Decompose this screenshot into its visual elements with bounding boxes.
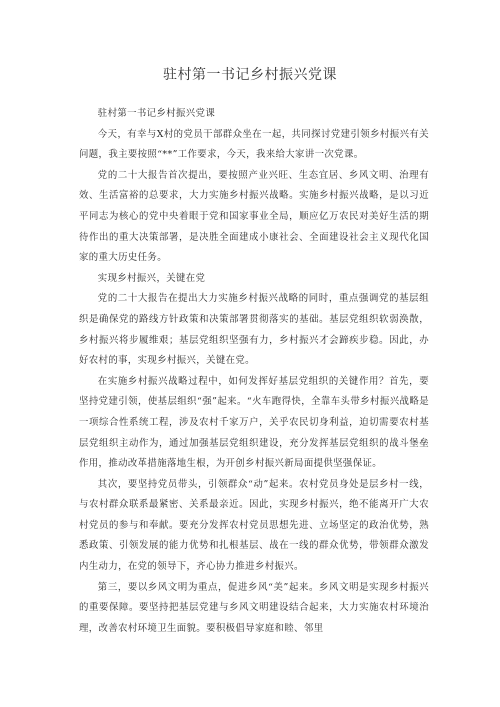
document-body: [79, 104, 429, 639]
paragraph-report: 党的二十大报告首次提出，要按照产业兴旺、生态宜居、乡风文明、治理有效、生活富裕的总要求，大力实施乡村振兴战略。实施乡村振兴战略，是以习近平同志为核心的党中央着眼于党和国家事业全局，顺应亿万农民对美好生活的期待作出的重大决策部署，是决胜全面建成小康社会、全面建设社会主义现代化国家的重大历史任务。: [79, 169, 429, 264]
paragraph-second-point: 其次，要坚持党员带头，引领群众“动”起来。农村党员身处是层乡村一线，与农村群众联系最紧密、关系最亲近。因此，实现乡村振兴，绝不能离开广大农村党员的参与和奉献。要充分发挥农村党员思想先进、立场坚定的政治优势，熟悉政策、引领发展的能力优势和扎根基层、战在一线的群众优势，带领群众激发内生动力，在党的领导下，齐心协力推进乡村振兴。: [79, 478, 429, 573]
document-title: 驻村第一书记乡村振兴党课: [163, 67, 337, 83]
paragraph-subtitle: 驻村第一书记乡村振兴党课: [97, 108, 216, 119]
paragraph-first-point: 在实施乡村振兴战略过程中，如何发挥好基层党组织的关键作用？首先，要坚持党建引领，使基层组织“强”起来。“火车跑得快，全靠车头带乡村振兴战略是一项综合性系统工程，涉及农村千家万户，关乎农民切身利益，迫切需要农村基层党组织主动作为，通过加强基层党组织建设，充分发挥基层党组织的战斗堡垒作用，推动改革措施落地生根，为开创乡村振兴新局面提供坚强保证。: [79, 375, 429, 470]
paragraph-intro: 今天，有幸与X村的党员干部群众坐在一起，共同探讨党建引领乡村振兴有关问题，我主要按照“**”工作要求，今天，我来给大家讲一次党课。: [79, 128, 429, 161]
paragraph-party-key: 党的二十大报告在提出大力实施乡村振兴战略的同时，重点强调党的基层组织是确保党的路线方针政策和决策部署贯彻落实的基础。基层党组织软弱涣散，乡村振兴将步履维艰；基层党组织坚强有力，乡村振兴才会蹄疾步稳。因此，办好农村的事，实现乡村振兴，关键在党。: [79, 293, 429, 367]
paragraph-third-point: 第三，要以乡风文明为重点，促进乡风“美”起来。乡风文明是实现乡村振兴的重要保障。要坚持把基层党建与乡风文明建设结合起来，大力实施农村环境治理，改善农村环境卫生面貌。要积极倡导家庭和睦、邻里: [79, 581, 429, 634]
paragraph-heading: 实现乡村振兴，关键在党: [97, 272, 206, 284]
